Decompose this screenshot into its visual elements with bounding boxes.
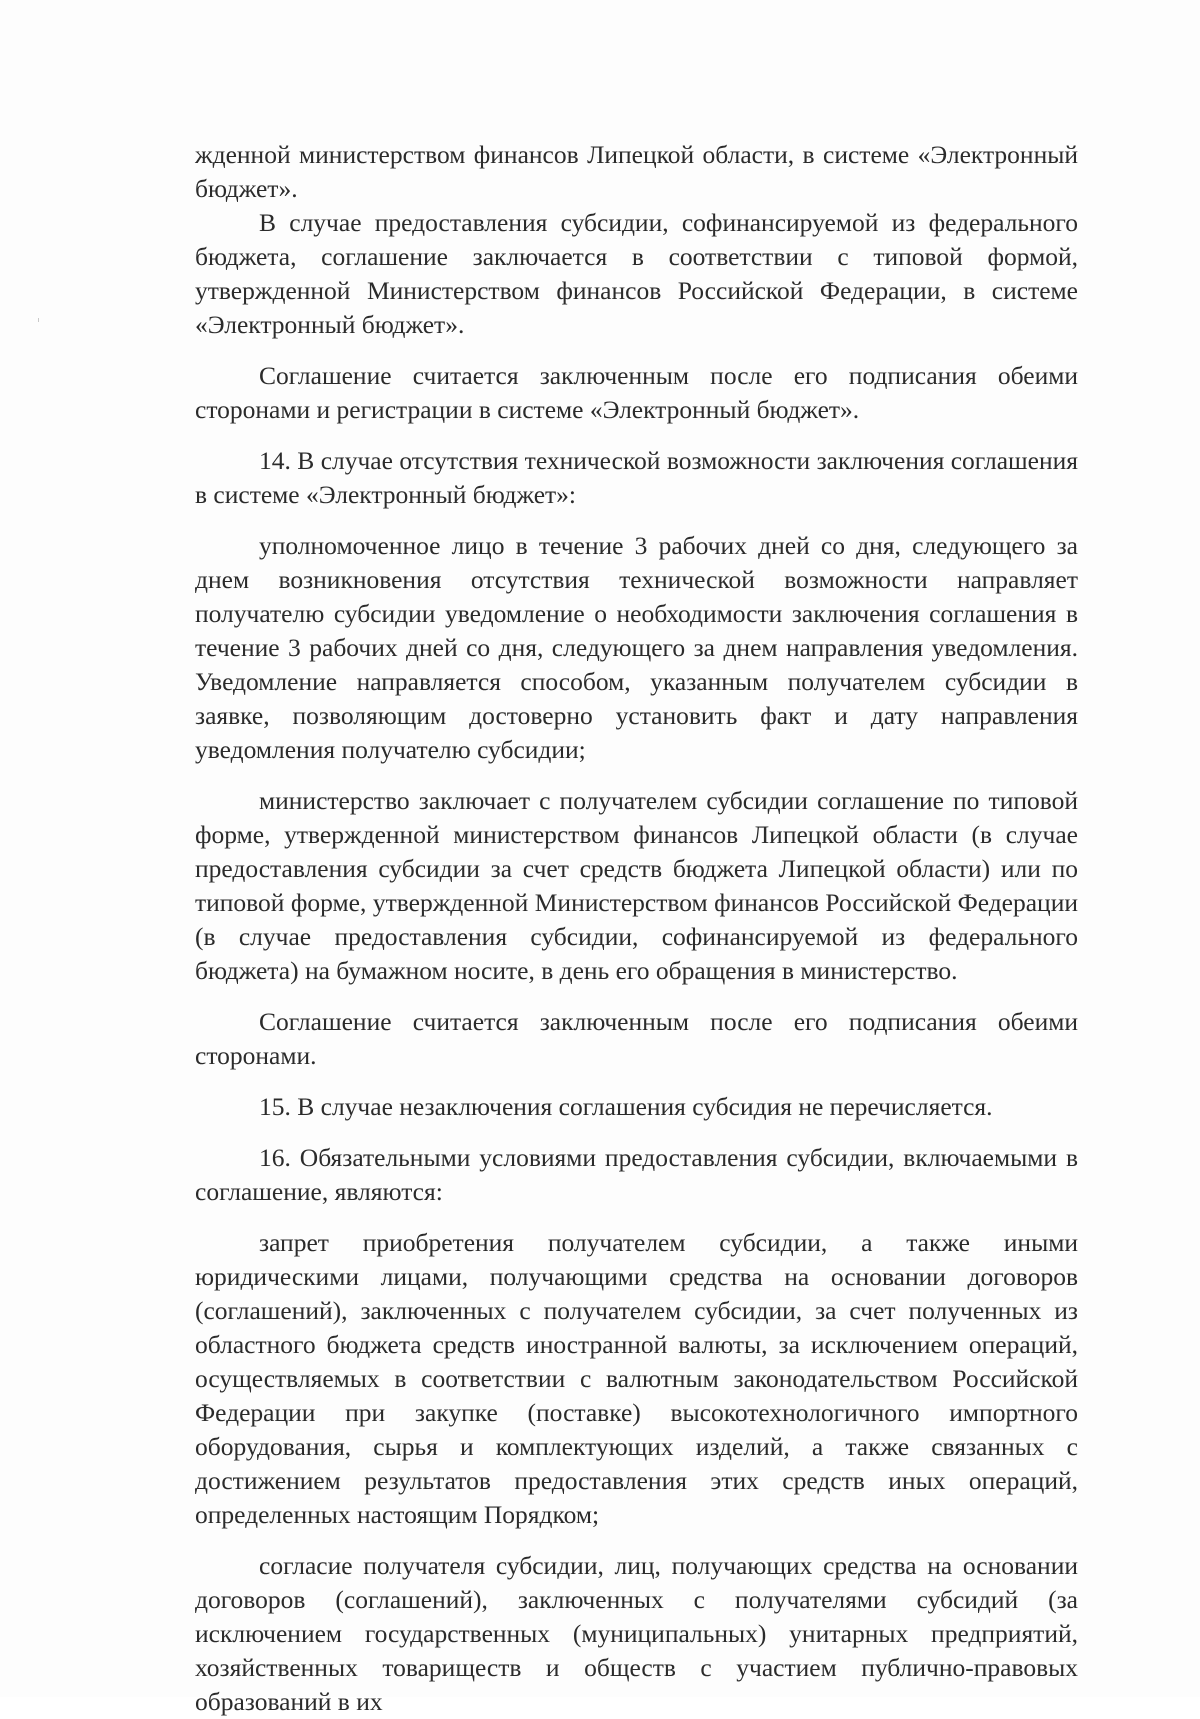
paragraph-item-16: 16. Обязательными условиями предоставления субсидии, включаемыми в соглашение, являются: [195, 1143, 1078, 1206]
paragraph-currency-prohibition: запрет приобретения получателем субсидии, а также иными юридическими лицами, получающими средства на основании договоров (соглашений), заключенных с получателем субсидии, за счет полученных из областного бюджета средств иностранной валюты, за исключением операций, осуществляемых в соответствии с валютным законодательством Российской Федерации при закупке (поставке) высокотехнологичного импортного оборудования, сырья и комплектующих изделий, а также связанных с достижением результатов предоставления этих средств иных операций, определенных настоящим Порядком; [195, 1228, 1078, 1529]
paragraph-ministry-concludes: министерство заключает с получателем субсидии соглашение по типовой форме, утвержденной министерством финансов Липецкой области (в случае предоставления субсидии за счет средств бюджета Липецкой области) или по типовой форме, утвержденной Министерством финансов Российской Федерации (в случае предоставления субсидии, софинансируемой из федерального бюджета) на бумажном носите, в день его обращения в министерство. [195, 786, 1078, 985]
paragraph-recipient-consent: согласие получателя субсидии, лиц, получающих средства на основании договоров (соглашений), заключенных с получателями субсидий (за исключением государственных (муниципальных) унитарных предприятий, хозяйственных товариществ и обществ с участием публично-правовых образований в их [195, 1551, 1078, 1716]
document-body [195, 138, 1078, 1719]
paragraph-agreement-registered: Соглашение считается заключенным после его подписания обеими сторонами и регистрации в системе «Электронный бюджет». [195, 361, 1078, 424]
paragraph-authorized-person: уполномоченное лицо в течение 3 рабочих дней со дня, следующего за днем возникновения отсутствия технической возможности направляет получателю субсидии уведомление о необходимости заключения соглашения в течение 3 рабочих дней со дня, следующего за днем направления уведомления. Уведомление направляется способом, указанным получателем субсидии в заявке, позволяющим достоверно установить факт и дату направления уведомления получателю субсидии; [195, 531, 1078, 764]
scan-artifact [38, 318, 39, 322]
paragraph-agreement-signed: Соглашение считается заключенным после его подписания обеими сторонами. [195, 1007, 1078, 1070]
paragraph-federal-cofinancing: В случае предоставления субсидии, софинансируемой из федерального бюджета, соглашение заключается в соответствии с типовой формой, утвержденной Министерством финансов Российской Федерации, в системе «Электронный бюджет». [195, 208, 1078, 339]
paragraph-item-14: 14. В случае отсутствия технической возможности заключения соглашения в системе «Электронный бюджет»: [195, 446, 1078, 509]
paragraph-continuation: жденной министерством финансов Липецкой области, в системе «Электронный бюджет». [195, 140, 1078, 203]
paragraph-item-15: 15. В случае незаключения соглашения субсидия не перечисляется. [259, 1092, 993, 1121]
